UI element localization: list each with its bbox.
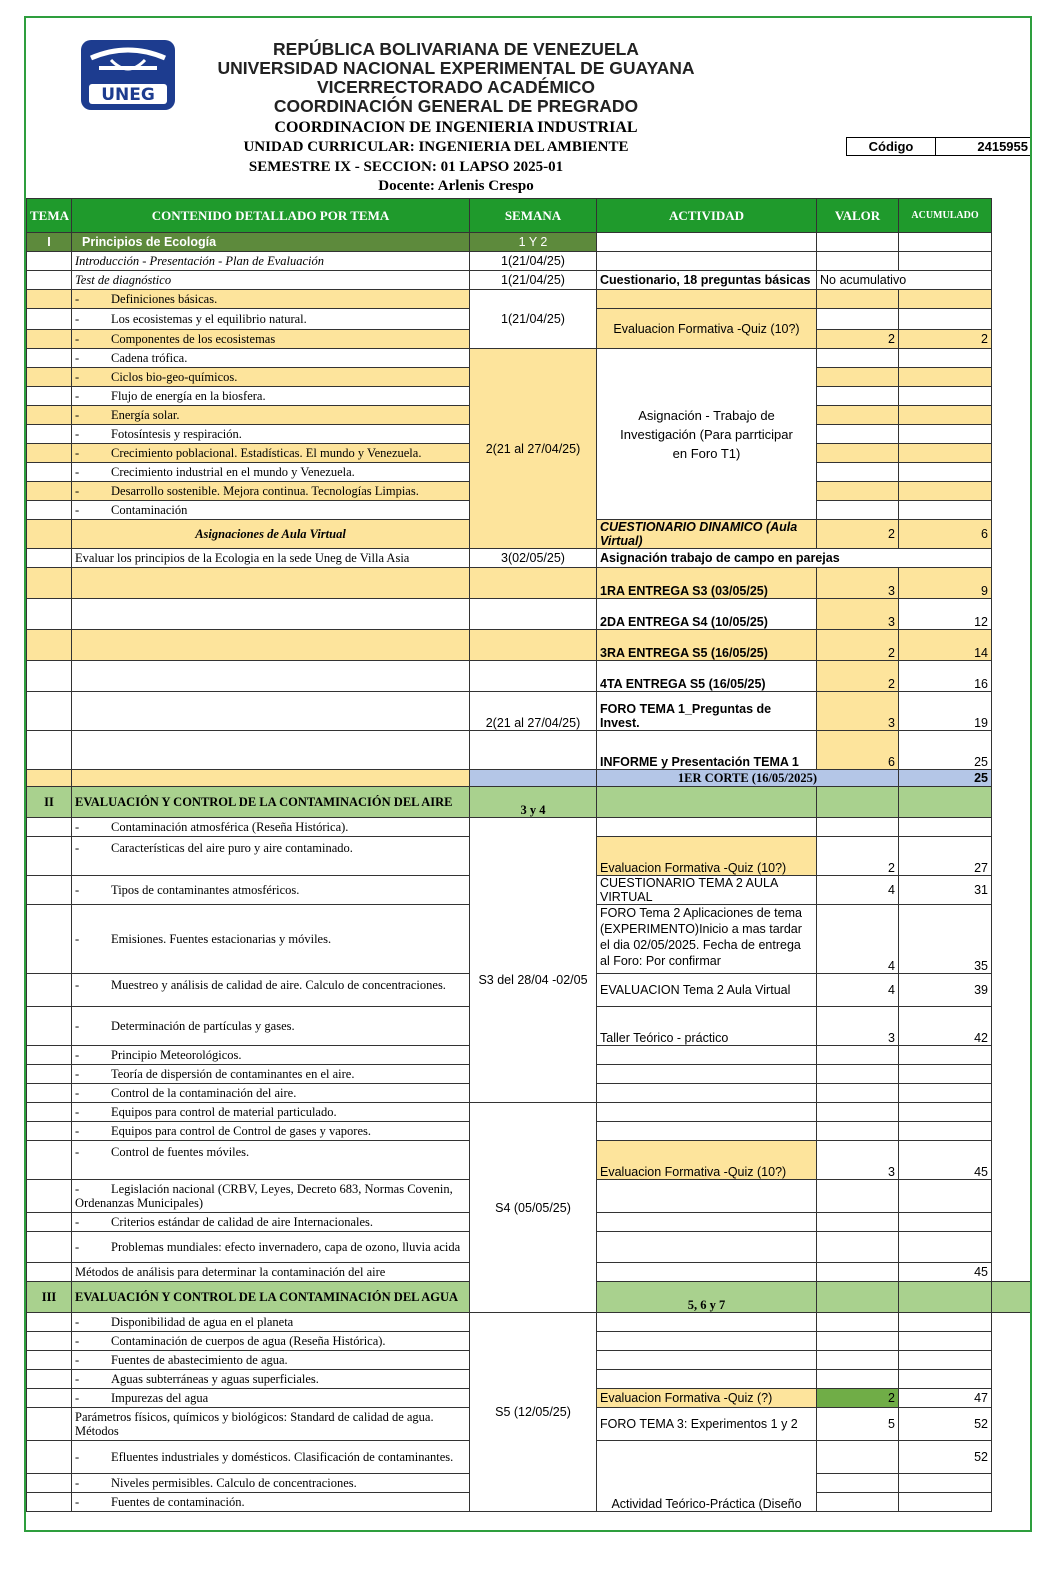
activity-cell: Asignación - Trabajo de Investigación (Para parrticipar en Foro T1) [597, 349, 817, 520]
table-row [27, 271, 1032, 290]
content-cell: - Legislación nacional (CRBV, Leyes, Decreto 683, Normas Covenin, Ordenanzas Municipales) [72, 1180, 470, 1213]
codigo-value: 2415955 [977, 139, 1028, 154]
content-cell: Test de diagnóstico [72, 271, 470, 290]
content-cell: - Desarrollo sostenible. Mejora continua. Tecnologías Limpias. [72, 482, 470, 501]
acumulado-cell: 47 [899, 1389, 992, 1408]
plan-table [26, 198, 1032, 1512]
table-row [27, 692, 1032, 731]
value-cell: 4 [817, 974, 899, 1007]
value-cell: 3 [817, 1007, 899, 1046]
uneg-logo [81, 40, 175, 110]
content-cell: - Contaminación atmosférica (Reseña Histórica). [72, 818, 470, 837]
content-cell: - Equipos para control de Control de gases y vapores. [72, 1122, 470, 1141]
table-row [27, 349, 1032, 368]
activity-cell: Taller Teórico - práctico [597, 1007, 817, 1046]
table-row [27, 290, 1032, 309]
acumulado-cell: 25 [899, 731, 992, 770]
col-valor: VALOR [817, 199, 899, 233]
acumulado-cell: 27 [899, 837, 992, 876]
col-contenido: CONTENIDO DETALLADO POR TEMA [72, 199, 470, 233]
acumulado-cell: 45 [899, 1141, 992, 1180]
value-cell: 2 [817, 837, 899, 876]
table-row [27, 1313, 1032, 1332]
activity-cell: Evaluacion Formativa -Quiz (10?) [597, 309, 817, 349]
value-cell: 3 [817, 599, 899, 630]
content-cell: - Contaminación de cuerpos de agua (Reseña Histórica). [72, 1332, 470, 1351]
activity-cell: FORO Tema 2 Aplicaciones de tema (EXPERIMENTO)Inicio a mas tardar el dia 02/05/2025. Fecha de entrega al Foro: Por confirmar [597, 905, 817, 974]
codigo-label: Código [847, 138, 936, 155]
tema-number: II [27, 787, 72, 818]
document-header [26, 18, 1030, 198]
table-row [27, 818, 1032, 837]
content-cell: - Fotosíntesis y respiración. [72, 425, 470, 444]
value-cell: 2 [817, 1389, 899, 1408]
table-row [27, 1103, 1032, 1122]
week-cell: S4 (05/05/25) [470, 1103, 597, 1313]
acumulado-cell: 14 [899, 630, 992, 661]
content-cell: Asignaciones de Aula Virtual [72, 520, 470, 549]
acumulado-cell: 52 [899, 1441, 992, 1474]
content-cell: - Energía solar. [72, 406, 470, 425]
tema-weeks: 5, 6 y 7 [597, 1282, 817, 1313]
table-row [27, 549, 1032, 568]
value-cell: 2 [817, 630, 899, 661]
value-cell: 3 [817, 692, 899, 731]
week-cell: 1(21/04/25) [470, 290, 597, 349]
table-row [27, 661, 1032, 692]
activity-cell: CUESTIONARIO DINAMICO (Aula Virtual) [597, 520, 817, 549]
activity-cell: Actividad Teórico-Práctica (Diseño [597, 1441, 817, 1512]
content-cell: - Tipos de contaminantes atmosféricos. [72, 876, 470, 905]
content-cell: Evaluar los principios de la Ecologia en la sede Uneg de Villa Asia [72, 549, 470, 568]
content-cell: - Control de la contaminación del aire. [72, 1084, 470, 1103]
value-cell: 2 [817, 520, 899, 549]
value-cell: 2 [817, 661, 899, 692]
activity-cell: EVALUACION Tema 2 Aula Virtual [597, 974, 817, 1007]
acumulado-cell: 31 [899, 876, 992, 905]
acumulado-cell: 39 [899, 974, 992, 1007]
activity-cell: Evaluacion Formativa -Quiz (10?) [597, 837, 817, 876]
value-cell: 4 [817, 876, 899, 905]
content-cell: - Control de fuentes móviles. [72, 1141, 470, 1180]
week-cell: 2(21 al 27/04/25) [470, 349, 597, 549]
value-cell: 3 [817, 568, 899, 599]
content-cell: - Problemas mundiales: efecto invernadero, capa de ozono, lluvia acida [72, 1232, 470, 1263]
content-cell: - Contaminación [72, 501, 470, 520]
value-cell: 5 [817, 1408, 899, 1441]
acumulado-cell: 16 [899, 661, 992, 692]
acumulado-cell: 42 [899, 1007, 992, 1046]
content-cell: - Cadena trófica. [72, 349, 470, 368]
tema-number: I [27, 233, 72, 252]
document-sheet [24, 16, 1032, 1532]
activity-cell: Cuestionario, 18 preguntas básicas [597, 271, 817, 290]
content-cell: - Ciclos bio-geo-químicos. [72, 368, 470, 387]
header-line-3: VICERRECTORADO ACADÉMICO [316, 77, 596, 97]
content-cell: - Los ecosistemas y el equilibrio natural. [72, 309, 470, 330]
content-cell: - Criterios estándar de calidad de aire Internacionales. [72, 1213, 470, 1232]
content-cell: Introducción - Presentación - Plan de Evaluación [72, 252, 470, 271]
acumulado-cell: 9 [899, 568, 992, 599]
acumulado-cell: 12 [899, 599, 992, 630]
content-cell: - Equipos para control de material particulado. [72, 1103, 470, 1122]
week-cell: S3 del 28/04 -02/05 [470, 818, 597, 1103]
content-cell: - Emisiones. Fuentes estacionarias y móviles. [72, 905, 470, 974]
content-cell: - Crecimiento industrial en el mundo y Venezuela. [72, 463, 470, 482]
content-cell: Métodos de análisis para determinar la contaminación del aire [72, 1263, 470, 1282]
acumulado-cell: 35 [899, 905, 992, 974]
table-row [27, 568, 1032, 599]
content-cell: - Características del aire puro y aire contaminado. [72, 837, 470, 876]
value-cell: 6 [817, 731, 899, 770]
tema-weeks: 1 Y 2 [470, 233, 597, 252]
acumulado-cell: 45 [899, 1263, 992, 1282]
activity-cell: INFORME y Presentación TEMA 1 [597, 731, 817, 770]
acumulado-cell: 52 [899, 1408, 992, 1441]
content-cell: - Disponibilidad de agua en el planeta [72, 1313, 470, 1332]
activity-cell: Asignación trabajo de campo en parejas [597, 549, 992, 568]
tema-number: III [27, 1282, 72, 1313]
tema-title: Principios de Ecología [72, 233, 470, 252]
header-line-2: UNIVERSIDAD NACIONAL EXPERIMENTAL DE GUAYANA [217, 58, 695, 78]
activity-cell: FORO TEMA 1_Preguntas de Invest. [597, 692, 817, 731]
week-cell: 1(21/04/25) [470, 271, 597, 290]
content-cell: - Fuentes de abastecimiento de agua. [72, 1351, 470, 1370]
tema-title: EVALUACIÓN Y CONTROL DE LA CONTAMINACIÓN DEL AGUA [72, 1282, 470, 1313]
value-cell: 4 [817, 905, 899, 974]
header-line-1: REPÚBLICA BOLIVARIANA DE VENEZUELA [273, 39, 639, 59]
activity-cell: 4TA ENTREGA S5 (16/05/25) [597, 661, 817, 692]
tema-title: EVALUACIÓN Y CONTROL DE LA CONTAMINACIÓN DEL AIRE [72, 787, 470, 818]
content-cell: - Niveles permisibles. Calculo de concentraciones. [72, 1474, 470, 1493]
header-line-4: COORDINACIÓN GENERAL DE PREGRADO [273, 96, 639, 116]
activity-cell: 1RA ENTREGA S3 (03/05/25) [597, 568, 817, 599]
value-cell: 3 [817, 1141, 899, 1180]
value-cell: 2 [817, 330, 899, 349]
codigo-box [846, 137, 1032, 156]
corte-row [27, 770, 1032, 787]
activity-cell: CUESTIONARIO TEMA 2 AULA VIRTUAL [597, 876, 817, 905]
content-cell: - Efluentes industriales y domésticos. Clasificación de contaminantes. [72, 1441, 470, 1474]
content-cell: - Aguas subterráneas y aguas superficiales. [72, 1370, 470, 1389]
content-cell: - Definiciones básicas. [72, 290, 470, 309]
content-cell: - Teoría de dispersión de contaminantes en el aire. [72, 1065, 470, 1084]
header-unidad: UNIDAD CURRICULAR: INGENIERIA DEL AMBIENTE [243, 139, 629, 155]
corte-label: 1ER CORTE (16/05/2025) [597, 770, 899, 787]
header-semestre: SEMESTRE IX - SECCION: 01 LAPSO 2025-01 [248, 159, 564, 175]
value-cell: No acumulativo [817, 271, 992, 290]
content-cell: - Principio Meteorológicos. [72, 1046, 470, 1065]
table-header-row [27, 199, 1032, 233]
content-cell: - Crecimiento poblacional. Estadísticas. El mundo y Venezuela. [72, 444, 470, 463]
table-row [27, 731, 1032, 770]
week-cell: 3(02/05/25) [470, 549, 597, 568]
col-actividad: ACTIVIDAD [597, 199, 817, 233]
header-coordinacion: COORDINACION DE INGENIERIA INDUSTRIAL [274, 119, 638, 136]
tema-weeks: 3 y 4 [470, 787, 597, 818]
col-tema: TEMA [27, 199, 72, 233]
table-row [27, 252, 1032, 271]
acumulado-cell: 19 [899, 692, 992, 731]
content-cell: - Impurezas del agua [72, 1389, 470, 1408]
header-docente: Docente: Arlenis Crespo [378, 178, 534, 194]
content-cell: - Determinación de partículas y gases. [72, 1007, 470, 1046]
week-cell: 1(21/04/25) [470, 252, 597, 271]
content-cell: - Fuentes de contaminación. [72, 1493, 470, 1512]
section-row-tema-1 [27, 233, 1032, 252]
activity-cell: 2DA ENTREGA S4 (10/05/25) [597, 599, 817, 630]
activity-cell: Evaluacion Formativa -Quiz (10?) [597, 1141, 817, 1180]
activity-cell: 3RA ENTREGA S5 (16/05/25) [597, 630, 817, 661]
activity-cell: FORO TEMA 3: Experimentos 1 y 2 [597, 1408, 817, 1441]
corte-acumulado: 25 [899, 770, 992, 787]
table-row [27, 599, 1032, 630]
content-cell: - Componentes de los ecosistemas [72, 330, 470, 349]
table-row [27, 630, 1032, 661]
week-cell: 2(21 al 27/04/25) [470, 692, 597, 731]
activity-cell: Evaluacion Formativa -Quiz (?) [597, 1389, 817, 1408]
acumulado-cell: 2 [899, 330, 992, 349]
content-cell: Parámetros físicos, químicos y biológicos: Standard de calidad de agua. Métodos [72, 1408, 470, 1441]
content-cell: - Muestreo y análisis de calidad de aire. Calculo de concentraciones. [72, 974, 470, 1007]
week-cell: S5 (12/05/25) [470, 1313, 597, 1512]
acumulado-cell: 6 [899, 520, 992, 549]
col-acumulado: ACUMULADO [899, 199, 992, 233]
logo-text: UNEG [101, 85, 155, 105]
col-semana: SEMANA [470, 199, 597, 233]
section-row-tema-2 [27, 787, 1032, 818]
content-cell: - Flujo de energía en la biosfera. [72, 387, 470, 406]
